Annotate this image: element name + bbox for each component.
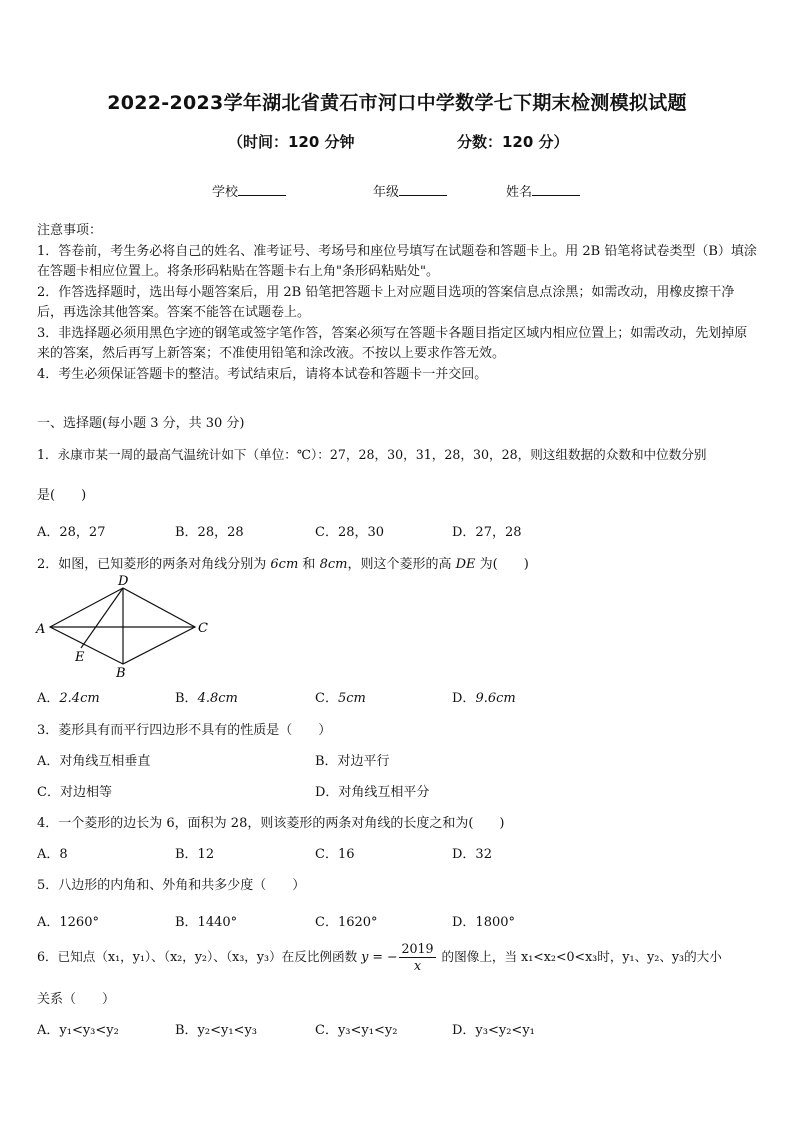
q6-text-line2: 关系（ ） bbox=[37, 992, 116, 1007]
q2-option-c-letter: C． bbox=[315, 691, 338, 706]
q5-text: 5．八边形的内角和、外角和共多少度（ ） bbox=[37, 878, 306, 893]
label-a: A bbox=[36, 622, 46, 637]
q3-option-d: D．对角线互相平分 bbox=[315, 785, 430, 800]
q2-text-mid: 和 bbox=[298, 557, 320, 572]
q2-height: DE bbox=[455, 557, 476, 572]
q2-diag2: 8cm bbox=[319, 557, 348, 572]
label-b: B bbox=[116, 666, 126, 681]
q1-option-c: C．28，30 bbox=[315, 525, 385, 540]
q3-option-a: A．对角线互相垂直 bbox=[37, 754, 151, 769]
notice-item-4: 4．考生必须保证答题卡的整洁。考试结束后，请将本试卷和答题卡一并交回。 bbox=[37, 366, 488, 382]
school-label: 学校 bbox=[212, 185, 239, 200]
q2-option-a-value: 2.4cm bbox=[59, 691, 100, 706]
q6-option-d: D．y₃<y₂<y₁ bbox=[452, 1023, 535, 1038]
q6-text-pre: 6．已知点（x₁，y₁）、（x₂，y₂）、（x₃，y₃）在反比例函数 bbox=[37, 949, 362, 964]
q6-option-c: C．y₃<y₁<y₂ bbox=[315, 1023, 398, 1038]
q2-option-b bbox=[175, 687, 238, 706]
q1-text-line1: 1．永康市某一周的最高气温统计如下（单位：℃）：27，28，30，31，28，30，28，则这组数据的众数和中位数分别 bbox=[37, 447, 707, 462]
q1-option-d: D．27，28 bbox=[452, 525, 522, 540]
q2-option-c bbox=[315, 687, 366, 706]
q3-option-c: C．对边相等 bbox=[37, 785, 112, 800]
q5-option-d: D．1800° bbox=[452, 915, 516, 930]
q1-option-a: A．28，27 bbox=[37, 525, 106, 540]
name-blank bbox=[532, 182, 580, 196]
notice-block bbox=[37, 221, 759, 385]
q4-option-a: A．8 bbox=[37, 847, 68, 862]
q6-option-b: B．y₂<y₁<y₃ bbox=[175, 1023, 258, 1038]
q3-option-b: B．对边平行 bbox=[315, 754, 390, 769]
school-blank bbox=[238, 182, 286, 196]
q2-option-a-letter: A． bbox=[37, 691, 60, 706]
grade-field bbox=[373, 181, 447, 200]
q2-text-pre: 2．如图，已知菱形的两条对角线分别为 bbox=[37, 557, 271, 572]
height-de bbox=[81, 588, 123, 648]
q5-option-b: B．1440° bbox=[175, 915, 238, 930]
q2-option-d-value: 9.6cm bbox=[475, 691, 516, 706]
section-heading: 一、选择题(每小题 3 分，共 30 分) bbox=[37, 416, 245, 431]
notice-item-2: 2．作答选择题时，选出每小题答案后，用 2B 铅笔把答题卡上对应题目选项的答案信息点涂黑；如需改动，用橡皮擦干净后，再选涂其他答案。答案不能答在试题卷上。 bbox=[37, 284, 735, 320]
q2-option-c-value: 5cm bbox=[337, 691, 366, 706]
q4-option-d: D．32 bbox=[452, 847, 492, 862]
grade-label: 年级 bbox=[373, 185, 400, 200]
exam-title: 2022-2023学年湖北省黄石市河口中学数学七下期末检测模拟试题 bbox=[107, 92, 687, 114]
q5-option-c: C．1620° bbox=[315, 915, 378, 930]
q6-text-post: 的图像上，当 x₁<x₂<0<x₃时，y₁、y₂、y₃的大小 bbox=[437, 949, 722, 964]
notice-item-3: 3．非选择题必须用黑色字迹的钢笔或签字笔作答，答案必须写在答题卡各题目指定区域内相应位置上；如需改动，先划掉原来的答案，然后再写上新答案；不准使用铅笔和涂改液。不按以上要求作答无效。 bbox=[37, 325, 748, 361]
name-field bbox=[506, 181, 580, 200]
q4-option-c: C．16 bbox=[315, 847, 355, 862]
q2-option-a bbox=[37, 687, 100, 706]
q2-option-d-letter: D． bbox=[452, 691, 476, 706]
notice-heading: 注意事项： bbox=[37, 223, 103, 238]
q6-numerator: 2019 bbox=[401, 941, 434, 956]
notice-item-1: 1．答卷前，考生务必将自己的姓名、准考证号、考场号和座位号填写在试题卷和答题卡上。用 2B 铅笔将试卷类型（B）填涂在答题卡相应位置上。将条形码粘贴在答题卡右上角"条形码粘贴处"。 bbox=[37, 243, 757, 279]
time-label: （时间：120 分钟 bbox=[228, 133, 355, 151]
grade-blank bbox=[399, 182, 447, 196]
q1-option-b: B．28，28 bbox=[175, 525, 244, 540]
q6-denominator: x bbox=[413, 958, 422, 973]
q2-text-mid2: ，则这个菱形的高 bbox=[347, 557, 456, 572]
q4-option-b: B．12 bbox=[175, 847, 215, 862]
q6-function-lhs: y = − bbox=[361, 949, 398, 964]
score-label: 分数：120 分） bbox=[457, 133, 569, 151]
q4-text: 4．一个菱形的边长为 6，面积为 28，则该菱形的两条对角线的长度之和为( ) bbox=[37, 816, 505, 831]
q3-text: 3．菱形具有而平行四边形不具有的性质是（ ） bbox=[37, 723, 332, 738]
rhombus-figure bbox=[30, 572, 220, 682]
q6-fraction bbox=[399, 941, 435, 974]
name-label: 姓名 bbox=[506, 185, 533, 200]
q6-option-a: A．y₁<y₃<y₂ bbox=[37, 1023, 119, 1038]
label-c: C bbox=[198, 621, 208, 636]
q2-option-d bbox=[452, 687, 516, 706]
q2-text-post: 为( ) bbox=[475, 557, 529, 572]
label-d: D bbox=[118, 574, 129, 589]
q5-option-a: A．1260° bbox=[37, 915, 99, 930]
q2-diag1: 6cm bbox=[270, 557, 299, 572]
q2-text bbox=[37, 553, 529, 572]
school-field bbox=[212, 181, 286, 200]
q1-text-line2: 是( ) bbox=[37, 488, 87, 503]
q2-option-b-value: 4.8cm bbox=[197, 691, 238, 706]
q6-text bbox=[37, 941, 722, 974]
q2-option-b-letter: B． bbox=[175, 691, 198, 706]
label-e: E bbox=[75, 650, 85, 665]
